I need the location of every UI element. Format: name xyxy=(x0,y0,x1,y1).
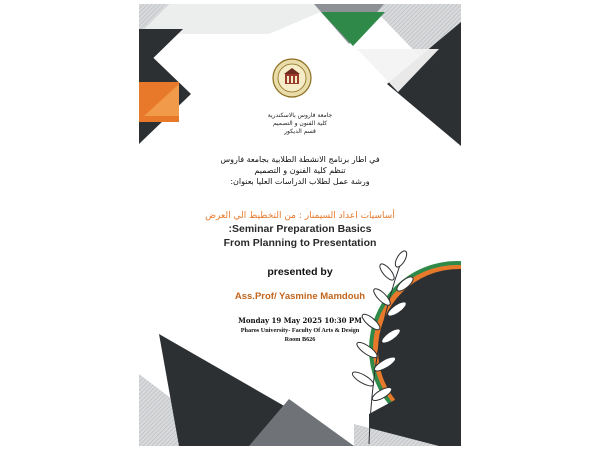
org-line-1: جامعة فاروس بالاسكندرية xyxy=(267,112,333,119)
title-english-line-2: From Planning to Presentation xyxy=(223,237,377,249)
intro-line-3: ورشة عمل لطلاب الدراسات العليا بعنوان: xyxy=(230,177,370,186)
org-line-2: كلية الفنون و التصميم xyxy=(272,120,328,127)
title-arabic: أساسيات اعداد السيمنار : من التخطيط الي العرض xyxy=(205,211,395,221)
poster xyxy=(139,4,461,446)
university-seal-icon xyxy=(272,58,312,98)
top-right-green-triangle xyxy=(321,12,385,46)
presented-by: presented by xyxy=(267,266,333,278)
org-line-3: قسم الديكور xyxy=(284,128,316,135)
event-venue: Pharos University- Faculty Of Arts & Design xyxy=(240,327,360,334)
intro-line-2: تنظم كلية الفنون و التصميم xyxy=(254,166,346,175)
title-english-line-1: :Seminar Preparation Basics xyxy=(228,223,372,235)
intro-line-1: في اطار برنامج الانشطة الطلابية بجامعة فاروس xyxy=(220,155,380,164)
event-room: Room B626 xyxy=(284,336,316,343)
event-datetime: Monday 19 May 2025 10:30 PM xyxy=(238,316,362,325)
presenter-name: Ass.Prof/ Yasmine Mamdouh xyxy=(234,291,366,302)
